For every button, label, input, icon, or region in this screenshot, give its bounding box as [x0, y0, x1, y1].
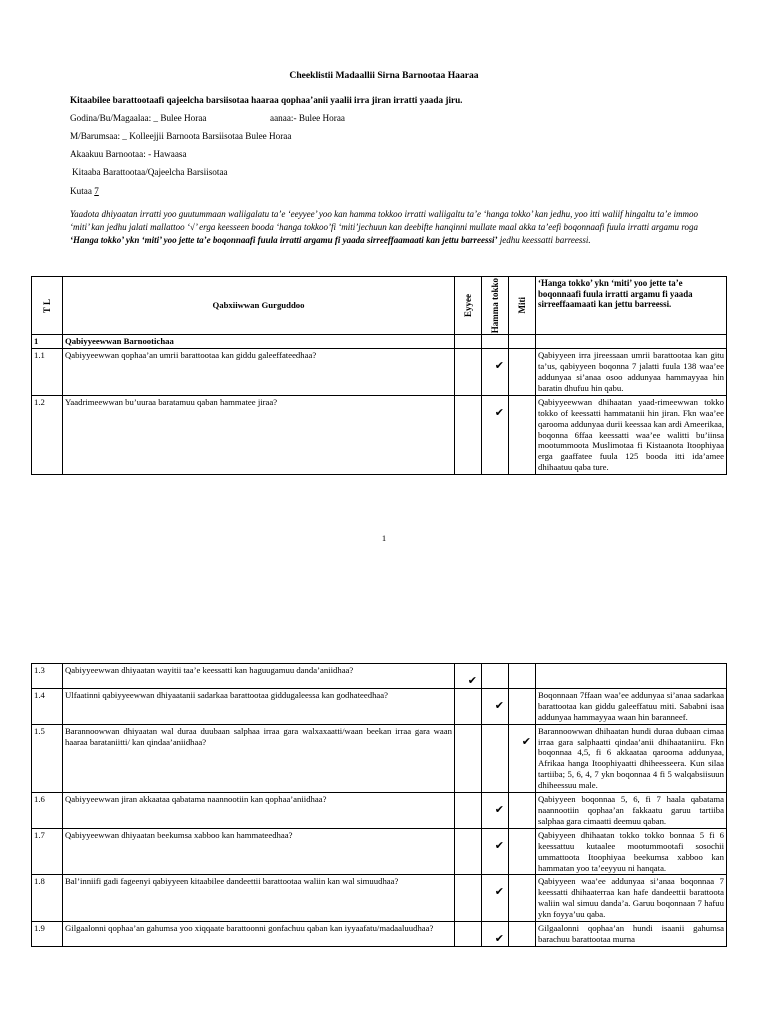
row-question: Qabiyyeewwan dhiyaatan wayitii taa’e keessatti kan haguugamuu danda’aniidhaa?: [63, 664, 455, 689]
row-check-hamma: [482, 395, 509, 474]
row-check-miti: [509, 688, 536, 724]
row-check-yes: [455, 349, 482, 396]
header-miti: Miti: [509, 277, 536, 335]
row-note: Qabiyyeewwan dhihaatan yaad-rimeewwan tokko tokko of keessatti hammatanii hin jiran. Fkn waa’ee qarooma addunyaa durii keessaa kan ardi Ameerikaa, boqonna 6ffaa keessatti waa’ee walitti bu’iinsa mootummoota Muslimotaa fi Kistaanota Itoophiyaa erga gaaffatee fuula 125 booda itti ida’amee dhihaatuu qaba ture.: [536, 395, 727, 474]
row-check-miti: [509, 875, 536, 922]
aanaa-line: aanaa:- Bulee Horaa: [270, 113, 345, 123]
document-title: Cheeklistii Madaallii Sirna Barnootaa Haaraa: [289, 70, 479, 81]
row-check-hamma: [482, 688, 509, 724]
row-question: Gilgaalonni qophaa’an gahumsa yoo xiqqaate barattoonni gonfachuu qaban kan iyyaafatu/madaaluudhaa?: [63, 922, 455, 947]
header-hamma: Hamma tokko: [482, 277, 509, 335]
header-tl: T L: [32, 277, 63, 335]
row-note: Qabiyyeen dhihaatan tokko tokko bonnaa 5 fi 6 keessattuu kutaalee mootummootafi sosochii ummattoota Itoophiyaa beekumsa xabboo kan hammatan yoo ta’eeyyuu ni hanqata.: [536, 828, 727, 875]
kutaa-line: [70, 186, 99, 196]
check-mark-icon: ✔: [467, 675, 477, 687]
section-num: 1: [32, 335, 63, 349]
row-question: Qabiyyeewwan dhiyaatan beekumsa xabboo kan hammateedhaa?: [63, 828, 455, 875]
row-check-miti: [509, 664, 536, 689]
document-subtitle: Kitaabilee barattootaafi qajeelcha barsiisotaa haaraa qophaa’anii yaalii irra jiran irratti yaada jiru.: [70, 95, 463, 105]
row-note: Qabiyyeen boqonnaa 5, 6, fi 7 haala qabatama naannootiin qophaa’an fakkaatu garuu tartiiba salphaa gara cimaatti deemuu qaban.: [536, 793, 727, 829]
row-check-hamma: [482, 664, 509, 689]
row-num: 1.6: [32, 793, 63, 829]
checklist-table-page1: [31, 276, 727, 475]
instructions-paragraph: [70, 208, 698, 247]
table-row: [32, 828, 727, 875]
row-num: 1.2: [32, 395, 63, 474]
instructions-text-2: jedhu keessatti barreessi.: [499, 235, 591, 245]
row-num: 1.7: [32, 828, 63, 875]
check-mark-icon: ✔: [494, 406, 504, 419]
table-row: [32, 349, 727, 396]
check-mark-icon: ✔: [494, 804, 504, 817]
row-note: Boqonnaan 7ffaan waa’ee addunyaa si’anaa sadarkaa barattootaa kan giddu galeeffatuu miti. Sababni isaa addunyaa hammayyaa waan hin baranneef.: [536, 688, 727, 724]
mbarumsaa-line: M/Barumsaa: _ Kolleejjii Barnoota Barsiisotaa Bulee Horaa: [70, 131, 292, 141]
row-check-miti: [509, 349, 536, 396]
header-question: Qabxiiwwan Gurguddoo: [63, 277, 455, 335]
row-check-hamma: [482, 828, 509, 875]
row-question: Qabiyyeewwan qophaa’an umrii barattootaa kan giddu galeeffateedhaa?: [63, 349, 455, 396]
row-check-yes: [455, 828, 482, 875]
kitaaba-line: Kitaaba Barattootaa/Qajeelcha Barsiisotaa: [72, 167, 228, 177]
row-check-yes: [455, 922, 482, 947]
table-row: [32, 688, 727, 724]
check-mark-icon: ✔: [494, 839, 504, 852]
instructions-bold: ‘Hanga tokko’ ykn ‘miti’ yoo jette ta’e boqonnaafi fuula irratti argamu fi yaada sirreeffaamaati kan jettu barreessi’: [70, 235, 498, 245]
row-check-miti: [509, 828, 536, 875]
akaakuu-line: Akaakuu Barnootaa: - Hawaasa: [70, 149, 187, 159]
row-num: 1.4: [32, 688, 63, 724]
header-yes: Eyyee: [455, 277, 482, 335]
row-check-yes: [455, 395, 482, 474]
row-check-miti: [509, 724, 536, 792]
table-row: [32, 395, 727, 474]
row-num: 1.1: [32, 349, 63, 396]
row-note: Barannoowwan dhihaatan hundi duraa dubaan cimaa irraa gara salphaatti qindaa’anii dhihaataniiru. Fkn boqonnaa 4,5, fi 6 akkaataa qarooma addunyaa, Afrikaa hanga Itoophiyaatti dhiheesseera. Kun silaa tartiiba; 5, 6, 4, 7 ykn boqonnaa 4 fi 5 walqabsiisuun dhiheessuu male.: [536, 724, 727, 792]
header-note: ‘Hanga tokko’ ykn ‘miti’ yoo jette ta’e boqonnaafi fuula irratti argamu fi yaada sirreeffaamaati kan jettu barreessi.: [536, 277, 727, 335]
table-row: [32, 922, 727, 947]
check-mark-icon: ✔: [494, 360, 504, 373]
row-note: Qabiyyeen irra jireessaan umrii barattootaa kan gitu ta’us, qabiyyeen boqonna 7 jalatti fuula 138 waa’ee addunyaa si’anaa osoo addunyaa hammayyaa hin baratin dhufuu hin qabu.: [536, 349, 727, 396]
godina-line: Godina/Bu/Magaalaa: _ Bulee Horaa: [70, 113, 207, 123]
row-num: 1.3: [32, 664, 63, 689]
check-mark-icon: ✔: [494, 886, 504, 899]
row-check-miti: [509, 395, 536, 474]
row-check-yes: [455, 664, 482, 689]
row-note: Qabiyyeen waa’ee addunyaa si’anaa boqonnaa 7 keessatti dhihaaterraa kan hafe dandeettii barattoota waliin wal simuu danda’a. Garuu boqonnaan 7 hafuu ykn foyya’uu qaba.: [536, 875, 727, 922]
row-check-yes: [455, 688, 482, 724]
check-mark-icon: ✔: [521, 735, 531, 748]
row-check-hamma: [482, 875, 509, 922]
row-check-yes: [455, 793, 482, 829]
document-page-2: [0, 560, 768, 1024]
kutaa-label: Kutaa: [70, 186, 92, 196]
row-check-yes: [455, 875, 482, 922]
row-check-miti: [509, 922, 536, 947]
row-check-hamma: [482, 793, 509, 829]
section-row: [32, 335, 727, 349]
row-question: Ulfaatinni qabiyyeewwan dhiyaatanii sadarkaa barattootaa giddugaleessa kan godhateedhaa?: [63, 688, 455, 724]
row-check-yes: [455, 724, 482, 792]
table-row: [32, 664, 727, 689]
row-num: 1.8: [32, 875, 63, 922]
row-check-hamma: [482, 922, 509, 947]
table-row: [32, 793, 727, 829]
check-mark-icon: ✔: [494, 699, 504, 712]
row-check-miti: [509, 793, 536, 829]
row-question: Yaadrimeewwan bu’uuraa baratamuu qaban hammatee jiraa?: [63, 395, 455, 474]
table-header-row: [32, 277, 727, 335]
row-question: Bal’inniifi gadi fageenyi qabiyyeen kitaabilee dandeettii barattootaa waliin kan wal simuudhaa?: [63, 875, 455, 922]
row-question: Qabiyyeewwan jiran akkaataa qabatama naannootiin kan qophaa’aniidhaa?: [63, 793, 455, 829]
table-row: [32, 875, 727, 922]
instructions-text-1: Yaadota dhiyaatan irratti yoo guutummaan waliigalatu ta’e ‘eeyyee’ yoo kan hamma tokkoo irratti waliigaltu ta’e ‘hanga tokko’ kan jedhu, yoo itti waliif hingaltu ta’e immoo ‘miti’ kan jedhu jalati mallattoo ‘√’ erga keesseen booda ‘hanga tokkoo’fi ‘miti’jechuun kan deebifte hanqinni mullate maal akka ta’eefi boqonnaafi fuula irratti argamu roga: [70, 209, 698, 232]
row-note: Gilgaalonni qophaa’an hundi isaanii gahumsa barachuu barattootaa murna: [536, 922, 727, 947]
page-number: 1: [381, 533, 387, 543]
checklist-table-page2: [31, 663, 727, 947]
check-mark-icon: ✔: [494, 933, 504, 946]
row-num: 1.5: [32, 724, 63, 792]
row-check-hamma: [482, 724, 509, 792]
row-check-hamma: [482, 349, 509, 396]
row-question: Barannoowwan dhiyaatan wal duraa duubaan salphaa irraa gara walxaxaatti/waan beekan irraa gara waan haaraa barataniitti/ kan qindaa’aniidhaa?: [63, 724, 455, 792]
kutaa-value: 7: [94, 186, 99, 196]
row-note: [536, 664, 727, 689]
row-num: 1.9: [32, 922, 63, 947]
table-row: [32, 724, 727, 792]
section-title: Qabiyyeewwan Barnootichaa: [63, 335, 455, 349]
